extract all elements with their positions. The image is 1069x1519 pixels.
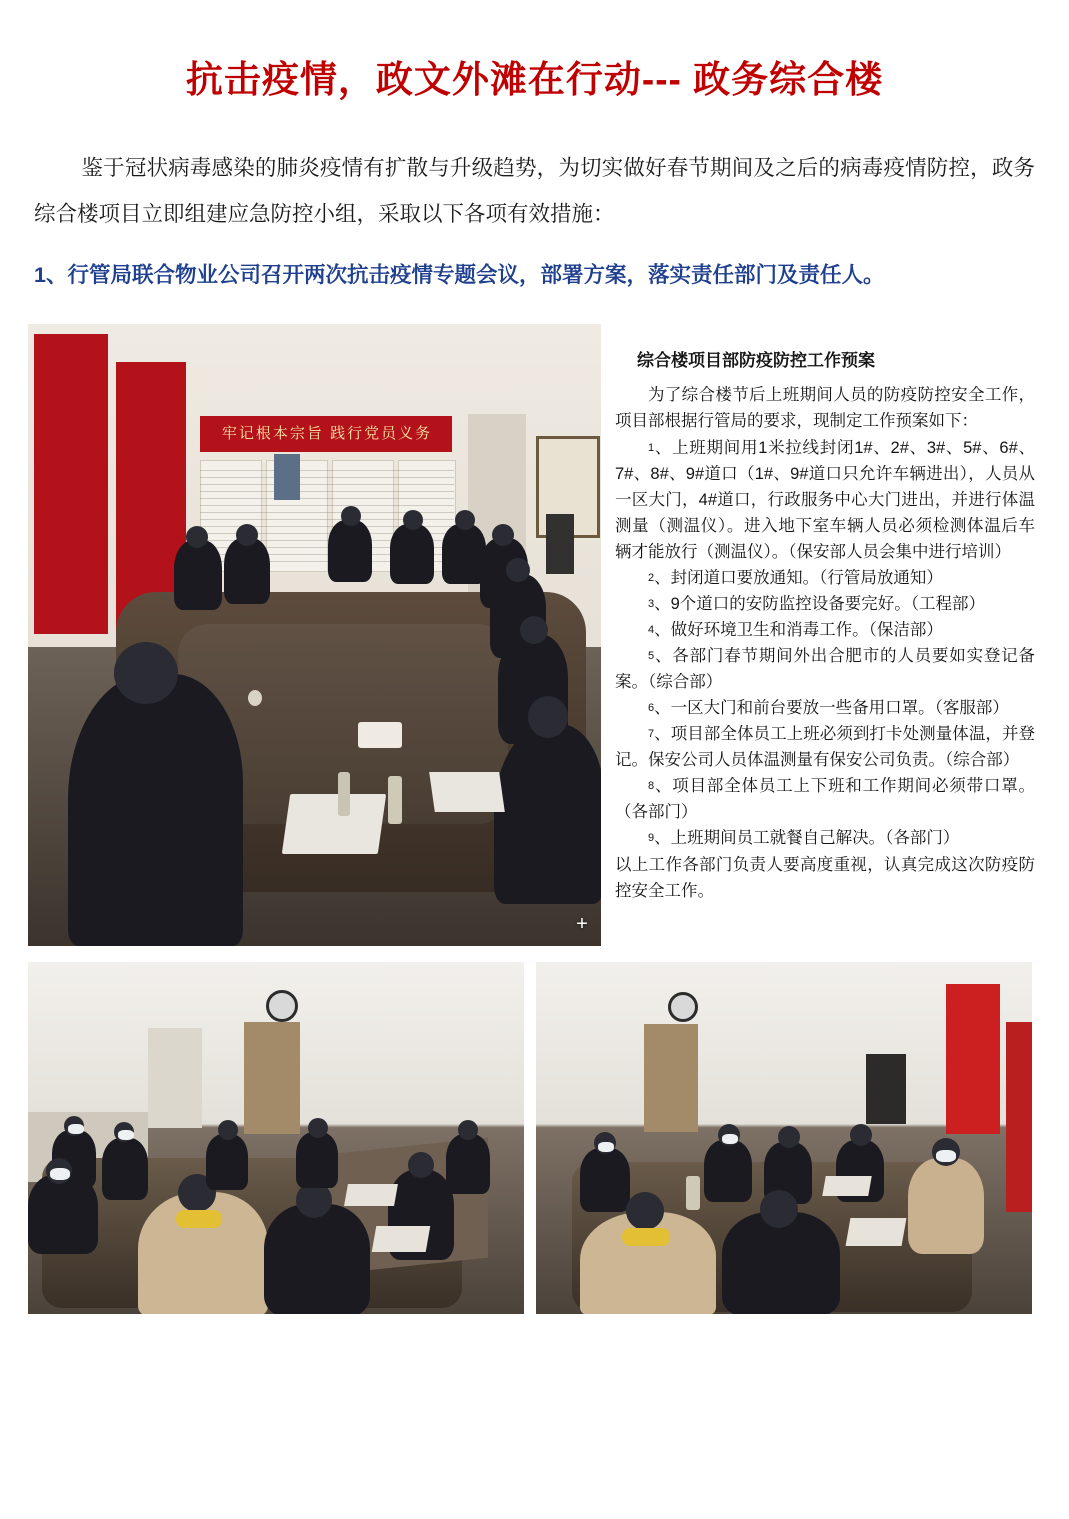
wall-banner <box>1006 1022 1032 1212</box>
attendee-head <box>455 510 475 530</box>
attendee-head <box>506 558 530 582</box>
attendee-foreground-left <box>68 674 243 946</box>
attendee-head <box>528 696 568 738</box>
notice-item-text: 上班期间用1米拉线封闭1#、2#、3#、5#、6#、7#、8#、9#道口（1#、9#道口只允许车辆进出），人员从一区大门，4#道口，行政服务中心大门进出，并进行体温测量（测温仪）。进入地下室车辆人员必须检测体温后车辆才能放行（测温仪）。（保安部人员会集中进行培训） <box>615 438 1035 561</box>
attendee <box>908 1158 984 1254</box>
notice-item: 1、上班期间用1米拉线封闭1#、2#、3#、5#、6#、7#、8#、9#道口（1#、9#道口只允许车辆进出），人员从一区大门，4#道口，行政服务中心大门进出，并进行体温测量（测温仪）。进入地下室车辆人员必须检测体温后车辆才能放行（测温仪）。（保安部人员会集中进行培训） <box>615 438 1035 561</box>
document-page <box>0 58 1069 1519</box>
notice-item: 5、各部门春节期间外出合肥市的人员要如实登记备案。（综合部） <box>615 647 1035 692</box>
paragraph-measure-1: 1、行管局联合物业公司召开两次抗击疫情专题会议，部署方案，落实责任部门及责任人。 <box>34 262 885 287</box>
speaker <box>866 1054 906 1124</box>
notice-item: 7、项目部全体员工上班必须到打卡处测量体温，并登记。保安公司人员体温测量有保安公司负责。（综合部） <box>615 725 1036 770</box>
door <box>244 1022 300 1134</box>
wall-clock-icon <box>266 990 298 1022</box>
wall-panel <box>148 1028 202 1128</box>
wall-monitor <box>274 454 300 500</box>
notice-item: 3、9个道口的安防监控设备要完好。（工程部） <box>648 594 986 613</box>
face-mask <box>598 1142 614 1152</box>
meeting-photo-bottom-right <box>536 962 1032 1314</box>
paper-sheet <box>846 1218 907 1246</box>
face-mask <box>118 1130 134 1140</box>
water-bottle <box>338 772 350 816</box>
attendee <box>102 1138 148 1200</box>
paragraph-intro <box>34 146 1035 236</box>
attendee-head <box>492 524 514 546</box>
attendee-head <box>760 1190 798 1228</box>
notice-item-text: 各部门春节期间外出合肥市的人员要如实登记备案。（综合部） <box>615 647 1035 692</box>
attendee-head <box>308 1118 328 1138</box>
attendee-head <box>850 1124 872 1146</box>
paper-sheet <box>372 1226 431 1252</box>
attendee <box>390 524 434 584</box>
attendee <box>28 1174 98 1254</box>
attendee-foreground <box>264 1204 370 1314</box>
content-row-top <box>28 324 1041 946</box>
speaker <box>546 514 574 574</box>
notice-item-text: 封闭道口要放通知。（行管局放通知） <box>670 568 943 587</box>
wall-clock-icon <box>668 992 698 1022</box>
meeting-photo-top <box>28 324 601 946</box>
attendee <box>296 1132 338 1188</box>
notice-heading: 综合楼项目部防疫防控工作预案 <box>637 350 875 370</box>
attendee-head <box>403 510 423 530</box>
attendee-head <box>458 1120 478 1140</box>
face-mask <box>936 1150 956 1162</box>
attendee <box>174 540 222 610</box>
scarf <box>176 1210 222 1228</box>
page-title: 抗击疫情，政文外滩在行动--- 政务综合楼 <box>185 59 884 100</box>
notice-text-column <box>615 324 1035 904</box>
notice-item-text: 项目部全体员工上班必须到打卡处测量体温，并登记。保安公司人员体温测量有保安公司负责。（综合部） <box>615 725 1036 770</box>
notice-item: 2、封闭道口要放通知。（行管局放通知） <box>648 568 943 587</box>
open-notebook <box>282 794 386 854</box>
notice-item-text: 一区大门和前台要放一些备用口罩。（客服部） <box>670 699 1009 718</box>
notice-item: 4、做好环境卫生和消毒工作。（保洁部） <box>648 620 943 639</box>
notice-item: 9、上班期间员工就餐自己解决。（各部门） <box>648 829 960 848</box>
attendee <box>704 1140 752 1202</box>
notice-item-text: 项目部全体员工上下班和工作期间必须带口罩。（各部门） <box>615 777 1035 822</box>
meeting-photo-bottom-left <box>28 962 524 1314</box>
paragraph-intro-text: 鉴于冠状病毒感染的肺炎疫情有扩散与升级趋势，为切实做好春节期间及之后的病毒疫情防控，政务综合楼项目立即组建应急防控小组，采取以下各项有效措施： <box>34 156 1035 226</box>
tea-cup <box>248 690 262 706</box>
notice-intro: 为了综合楼节后上班期间人员的防疫防控安全工作，项目部根据行管局的要求，现制定工作预案如下： <box>615 386 1035 431</box>
attendee-head <box>341 506 361 526</box>
paper-sheet <box>429 772 505 812</box>
door <box>644 1024 698 1132</box>
face-mask <box>722 1134 738 1144</box>
flag <box>946 984 1000 1134</box>
attendee-head <box>520 616 548 644</box>
water-bottle <box>388 776 402 824</box>
notice-closing: 以上工作各部门负责人要高度重视，认真完成这次防疫防控安全工作。 <box>615 855 1035 900</box>
notice-item-text: 做好环境卫生和消毒工作。（保洁部） <box>670 620 943 639</box>
paper-sheet <box>344 1184 398 1206</box>
plus-icon: + <box>576 912 588 935</box>
notice-item-text: 上班期间员工就餐自己解决。（各部门） <box>670 829 960 848</box>
tissue-box <box>358 722 402 748</box>
slogan-board-text: 牢记根本宗旨 践行党员义务 <box>221 424 433 442</box>
water-bottle <box>686 1176 700 1210</box>
attendee <box>446 1134 490 1194</box>
scarf <box>622 1228 670 1246</box>
attendee <box>224 538 270 604</box>
attendee-head <box>236 524 258 546</box>
attendee <box>580 1148 630 1212</box>
notice-item: 8、项目部全体员工上下班和工作期间必须带口罩。（各部门） <box>615 777 1035 822</box>
face-mask <box>50 1168 70 1180</box>
content-row-bottom <box>28 962 1041 1314</box>
attendee <box>328 520 372 582</box>
attendee-head <box>626 1192 664 1230</box>
attendee-head <box>114 642 178 704</box>
attendee-head <box>218 1120 238 1140</box>
attendee <box>206 1134 248 1190</box>
face-mask <box>68 1124 84 1134</box>
notice-item-text: 9个道口的安防监控设备要完好。（工程部） <box>670 594 986 613</box>
attendee-head <box>408 1152 434 1178</box>
attendee-foreground-right <box>494 724 601 904</box>
notice-item: 6、一区大门和前台要放一些备用口罩。（客服部） <box>648 699 1009 718</box>
attendee-head <box>778 1126 800 1148</box>
attendee-head <box>186 526 208 548</box>
banner-left-text <box>42 350 100 620</box>
paper-sheet <box>822 1176 872 1196</box>
